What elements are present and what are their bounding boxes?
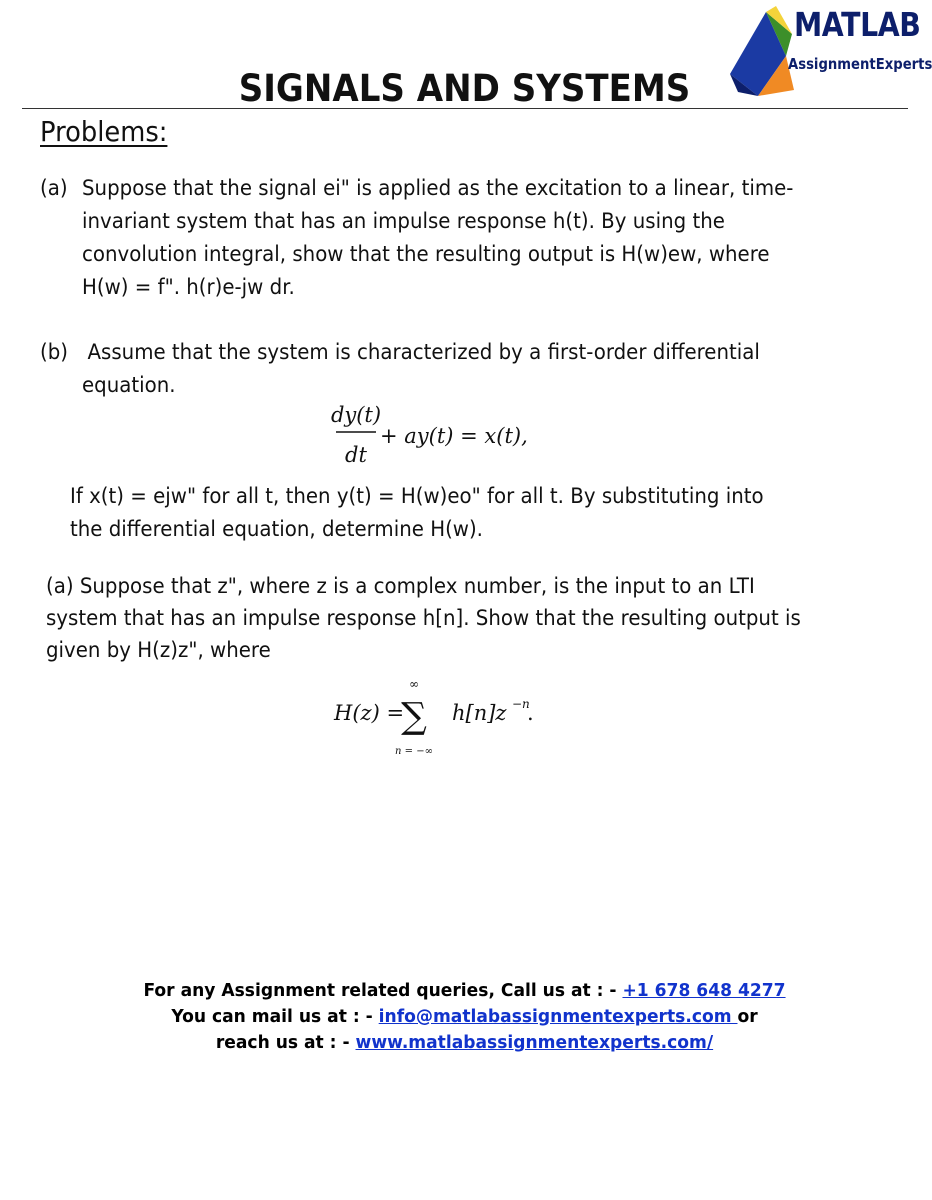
eq-rest: + ay(t) = x(t), (380, 424, 528, 448)
footer-mail-text: You can mail us at : - (171, 1006, 379, 1027)
part-b-followup-line: If x(t) = ejw" for all t, then y(t) = H(w)eo" for all t. By substituting into (70, 484, 764, 509)
part-c-text (46, 571, 801, 667)
problems-heading: Problems: (40, 115, 168, 148)
eq-denominator: dt (345, 443, 367, 467)
part-a-label: (a) (40, 176, 68, 201)
part-c-line: given by H(z)z", where (46, 638, 271, 663)
summation-icon: ∑ (401, 696, 427, 737)
part-a-line: invariant system that has an impulse response h(t). By using the (82, 209, 725, 234)
eq-lhs: H(z) = (334, 701, 405, 725)
footer-line-web (23, 1030, 906, 1056)
page-title (37, 67, 892, 110)
z-transform-equation (332, 668, 542, 764)
footer-call-text: For any Assignment related queries, Call us at : - (143, 980, 623, 1001)
logo-title: MATLAB (794, 5, 921, 44)
phone-link[interactable]: +1 678 648 4277 (622, 980, 786, 1001)
title-divider (22, 108, 908, 109)
part-a-line: H(w) = f". h(r)e-jw dr. (82, 275, 295, 300)
part-c-line: system that has an impulse response h[n]. Show that the resulting output is (46, 606, 801, 631)
part-a-line: Suppose that the signal ei" is applied as the excitation to a linear, time- (82, 176, 794, 201)
email-link[interactable]: info@matlabassignmentexperts.com (378, 1006, 738, 1027)
footer-line-call (23, 978, 906, 1004)
eq-exponent: −n (512, 697, 530, 711)
page-title-text: SIGNALS AND SYSTEMS (238, 67, 691, 110)
contact-footer (0, 978, 929, 1056)
part-b-text (82, 336, 760, 402)
footer-or-text: or (737, 1006, 758, 1027)
part-c-line: (a) Suppose that z", where z is a complex number, is the input to an LTI (46, 574, 755, 599)
part-b-label: (b) (40, 340, 69, 365)
logo-subtitle: AssignmentExperts (788, 55, 932, 73)
part-b-followup (70, 480, 764, 546)
part-b-line: equation. (82, 373, 176, 398)
footer-line-mail (23, 1004, 906, 1030)
eq-lower-limit: n = −∞ (395, 746, 433, 757)
part-a-text (82, 172, 793, 304)
part-b-followup-line: the differential equation, determine H(w). (70, 517, 483, 542)
eq-body: h[n]z (452, 701, 507, 725)
eq-upper-limit: ∞ (409, 677, 419, 691)
part-b-line: Assume that the system is characterized by a first-order differential (87, 340, 760, 365)
footer-web-text: reach us at : - (215, 1032, 356, 1053)
part-a-line: convolution integral, show that the resulting output is H(w)ew, where (82, 242, 770, 267)
website-link[interactable]: www.matlabassignmentexperts.com/ (355, 1032, 714, 1053)
differential-equation (330, 396, 528, 480)
eq-end: . (527, 701, 534, 725)
eq-numerator: dy(t) (330, 403, 382, 427)
